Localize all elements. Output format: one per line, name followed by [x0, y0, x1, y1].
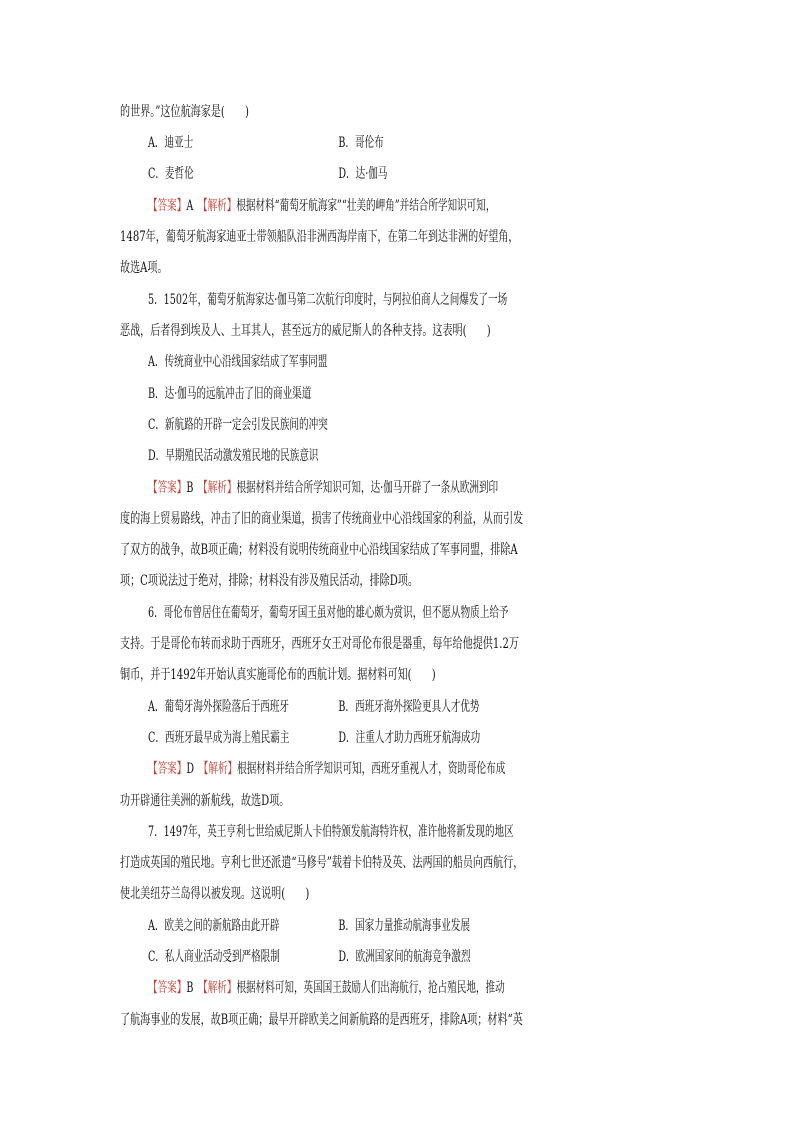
- text-line: [148, 290, 684, 310]
- text-line: [120, 509, 684, 529]
- text-line: [120, 634, 684, 654]
- analysis-text: 功开辟通往美洲的新航线，故选D项。: [120, 793, 290, 809]
- option-b: B．哥伦布: [338, 135, 384, 151]
- analysis-text: 了航海事业的发展，故B项正确；最早开辟欧美之间新航路的是西班牙，排除A项；材料“英: [120, 1012, 523, 1028]
- option-d: D．早期殖民活动激发殖民地的民族意识: [148, 448, 319, 464]
- text-line: [120, 791, 684, 811]
- option-row: [148, 352, 684, 372]
- option-b: B．达·伽马的远航冲击了旧的商业渠道: [148, 386, 312, 402]
- analysis-text: 根据材料并结合所学知识可知，达·伽马开辟了一条从欧洲到印: [236, 480, 499, 496]
- option-row: [148, 133, 684, 153]
- answer-letter: A: [186, 198, 194, 214]
- option-b: B．国家力量推动航海事业发展: [338, 918, 470, 934]
- question-stem: 7．1497年，英王亨利七世给威尼斯人卡伯特颁发航海特许权，准许他将新发现的地区: [148, 824, 514, 840]
- option-c: C．私人商业活动受到严格限制: [148, 949, 280, 965]
- text-line: [120, 102, 684, 122]
- analysis-text: 1487年，葡萄牙航海家迪亚士带领船队沿非洲西海岸南下，在第二年到达非洲的好望角，: [120, 229, 519, 245]
- option-b: B．西班牙海外探险更具人才优势: [338, 699, 480, 715]
- answer-tag: 【答案】: [148, 198, 187, 214]
- text-line: [120, 1010, 684, 1030]
- answer-tag: 【答案】: [148, 480, 187, 496]
- text-line: [120, 321, 684, 341]
- answer-line: [148, 196, 684, 216]
- answer-line: [148, 478, 684, 498]
- answer-letter: B: [186, 980, 194, 996]
- question-stem: 5．1502年，葡萄牙航海家达·伽马第二次航行印度时，与阿拉伯商人之间爆发了一场: [148, 292, 508, 308]
- text-line: [120, 853, 684, 873]
- option-d: D．注重人才助力西班牙航海成功: [338, 730, 481, 746]
- text-line: [120, 665, 684, 685]
- analysis-tag: 【解析】: [203, 761, 238, 777]
- analysis-tag: 【解析】: [202, 198, 237, 214]
- question-stem: 打造成英国的殖民地。亨利七世还派遣“马修号”载着卡伯特及英、法两国的船员向西航行，: [120, 855, 524, 871]
- text-line: [120, 884, 684, 904]
- option-row: [148, 697, 684, 717]
- option-a: A．迪亚士: [148, 135, 194, 151]
- option-row: [148, 446, 684, 466]
- text-line: [120, 258, 684, 278]
- text-line: [120, 571, 684, 591]
- option-d: D．达·伽马: [338, 166, 388, 182]
- option-c: C．麦哲伦: [148, 166, 194, 182]
- text-line: [120, 227, 684, 247]
- option-row: [148, 916, 684, 936]
- analysis-text: 根据材料“葡萄牙航海家”“壮美的岬角”并结合所学知识可知，: [236, 198, 496, 214]
- option-row: [148, 164, 684, 184]
- option-row: [148, 384, 684, 404]
- analysis-text: 度的海上贸易路线，冲击了旧的商业渠道，损害了传统商业中心沿线国家的利益，从而引发: [120, 511, 524, 527]
- option-a: A．葡萄牙海外探险落后于西班牙: [148, 699, 290, 715]
- analysis-tag: 【解析】: [202, 980, 237, 996]
- analysis-tag: 【解析】: [202, 480, 237, 496]
- option-a: A．传统商业中心沿线国家结成了军事同盟: [148, 354, 328, 370]
- question-stem: 的世界。”这位航海家是( ): [120, 104, 249, 120]
- answer-tag: 【答案】: [148, 761, 187, 777]
- analysis-text: 故选A项。: [120, 260, 168, 276]
- question-stem: 使北美纽芬兰岛得以被发现。这说明( ): [120, 886, 310, 902]
- answer-line: [148, 759, 684, 779]
- option-d: D．欧洲国家间的航海竞争激烈: [338, 949, 471, 965]
- answer-line: [148, 978, 684, 998]
- text-line: [148, 822, 684, 842]
- analysis-text: 根据材料可知，英国国王鼓励人们出海航行，抢占殖民地，推动: [236, 980, 505, 996]
- question-stem: 支持。于是哥伦布转而求助于西班牙，西班牙女王对哥伦布很是器重，每年给他提供1.2万: [120, 636, 519, 652]
- option-row: [148, 947, 684, 967]
- option-a: A．欧美之间的新航路由此开辟: [148, 918, 280, 934]
- text-line: [120, 540, 684, 560]
- answer-letter: D: [186, 761, 195, 777]
- question-stem: 恶战，后者得到埃及人、土耳其人，甚至远方的威尼斯人的各种支持。这表明( ): [120, 323, 491, 339]
- answer-tag: 【答案】: [148, 980, 187, 996]
- analysis-text: 根据材料并结合所学知识可知，西班牙重视人才，资助哥伦布成: [237, 761, 506, 777]
- analysis-text: 了双方的战争，故B项正确；材料没有说明传统商业中心沿线国家结成了军事同盟，排除A: [120, 542, 518, 558]
- analysis-text: 项；C项说法过于绝对，排除；材料没有涉及殖民活动，排除D项。: [120, 573, 418, 589]
- option-c: C．新航路的开辟一定会引发民族间的冲突: [148, 417, 328, 433]
- question-stem: 铜币，并于1492年开始认真实施哥伦布的西航计划。据材料可知( ): [120, 667, 436, 683]
- text-line: [148, 603, 684, 623]
- option-c: C．西班牙最早成为海上殖民霸主: [148, 730, 290, 746]
- question-stem: 6．哥伦布曾居住在葡萄牙，葡萄牙国王虽对他的雄心颇为赏识，但不愿从物质上给予: [148, 605, 509, 621]
- option-row: [148, 415, 684, 435]
- answer-letter: B: [186, 480, 194, 496]
- option-row: [148, 728, 684, 748]
